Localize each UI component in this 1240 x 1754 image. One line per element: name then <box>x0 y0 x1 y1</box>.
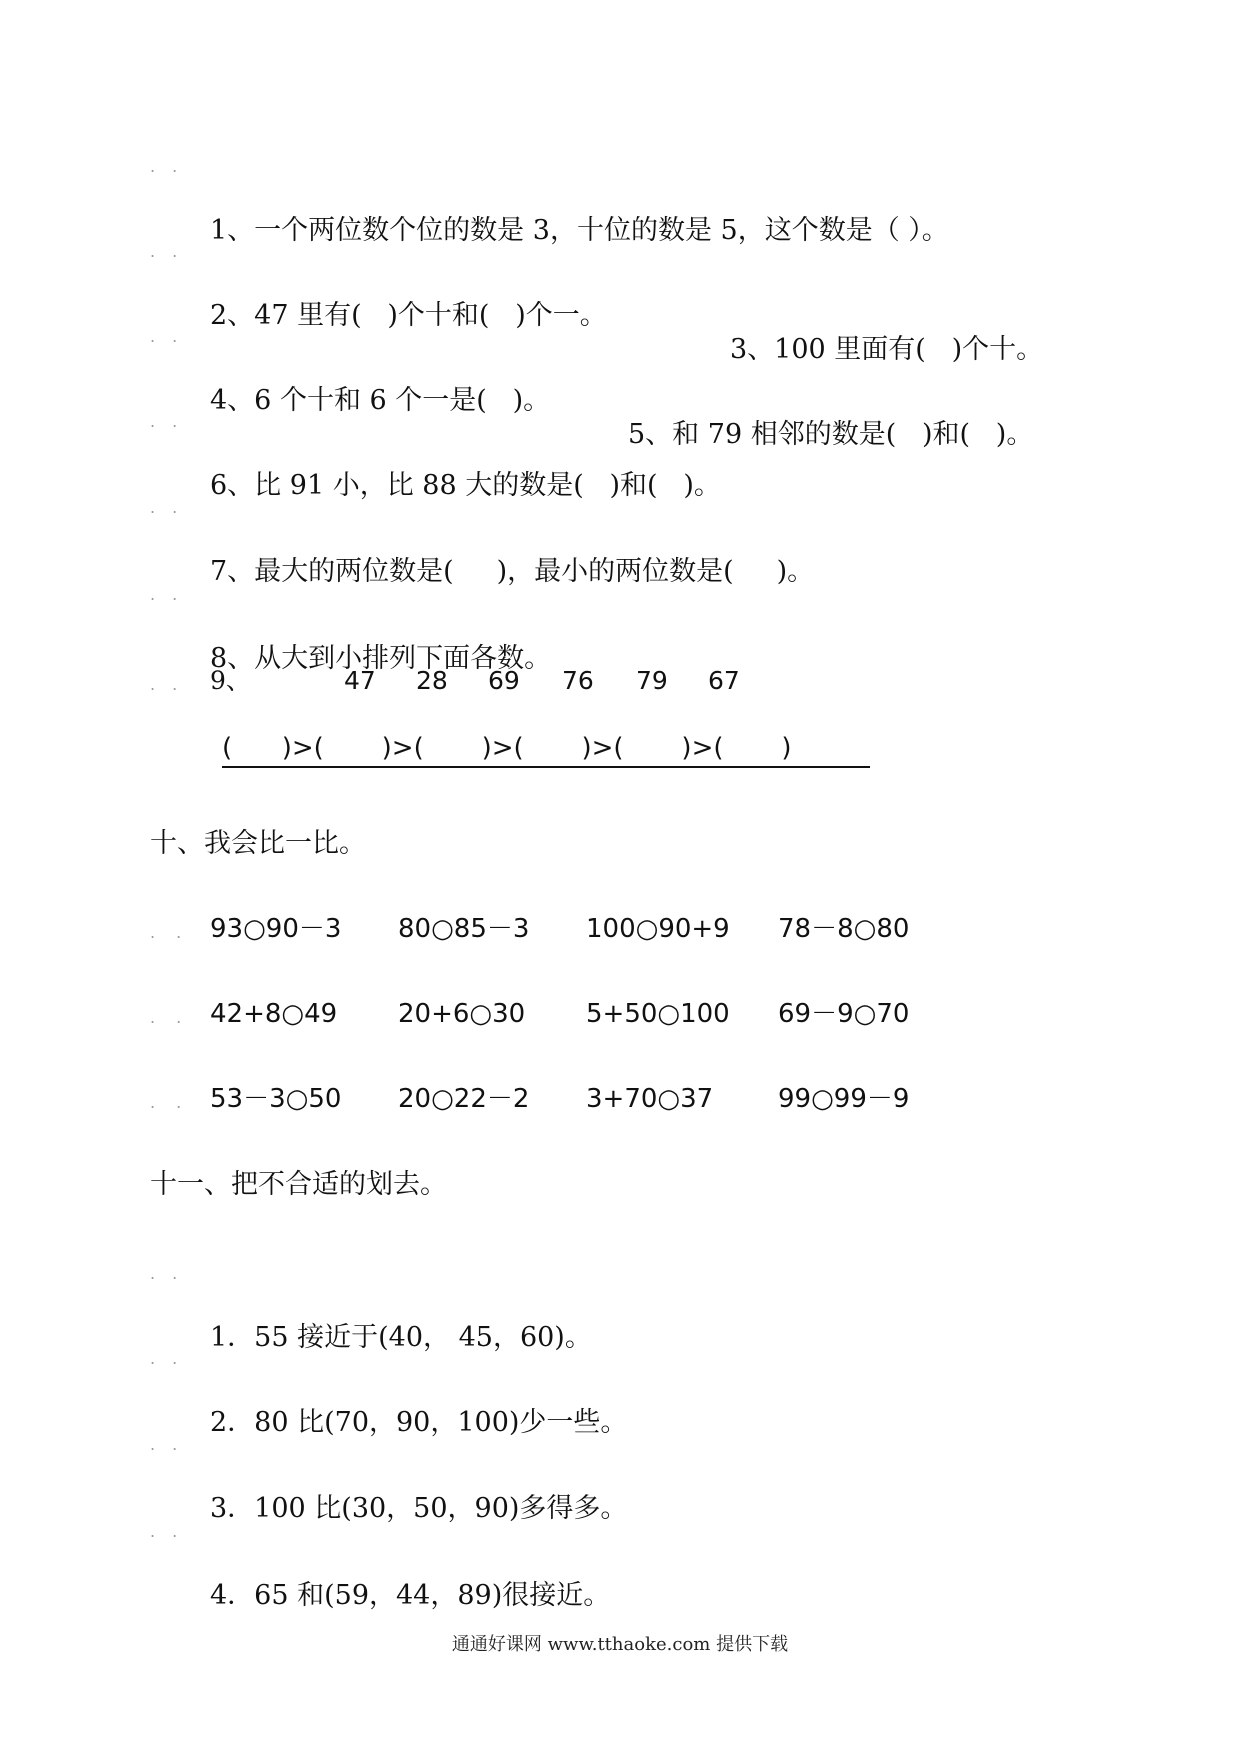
q9-answer-blanks[interactable]: ( )>( )>( )>( )>( )>( ) <box>222 730 870 768</box>
compare-item[interactable]: 42+8○49 <box>210 999 338 1029</box>
compare-item[interactable]: 69－9○70 <box>778 999 910 1029</box>
section-11-item-text: 2．80 比(70，90，100)少一些。 <box>210 1407 628 1438</box>
question-1-text: 1、一个两位数个位的数是 3，十位的数是 5，这个数是（ ）。 <box>210 215 949 246</box>
question-9-label: 9、 <box>210 666 251 695</box>
question-1: . . 1、一个两位数个位的数是 3，十位的数是 5，这个数是（ ）。 <box>150 157 949 246</box>
question-8: . . 8、从大到小排列下面各数。 <box>150 585 552 674</box>
compare-item[interactable]: 20+6○30 <box>398 999 526 1029</box>
section-11-item-text: 3．100 比(30，50，90)多得多。 <box>210 1493 628 1524</box>
q9-number: 28 <box>416 666 448 695</box>
question-5-text: 5、和 79 相邻的数是( )和( )。 <box>628 419 1034 450</box>
question-2-3: . . 2、47 里有( )个十和( )个一。 3、100 里面有( )个十。 <box>150 242 1044 365</box>
question-6: . . 6、比 91 小，比 88 大的数是( )和( )。 <box>150 412 721 501</box>
q9-number: 47 <box>344 666 376 695</box>
compare-row: . . 42+8○49 20+6○30 5+50○100 69－9○70 <box>150 999 910 1029</box>
question-7-text: 7、最大的两位数是( )，最小的两位数是( )。 <box>210 556 815 587</box>
compare-item[interactable]: 5+50○100 <box>586 999 730 1029</box>
question-3-text: 3、100 里面有( )个十。 <box>730 334 1044 365</box>
section-11-item: . . 2．80 比(70，90，100)少一些。 <box>150 1349 628 1438</box>
compare-item[interactable]: 20○22－2 <box>398 1084 530 1114</box>
question-4-5: . . 4、6 个十和 6 个一是( )。 5、和 79 相邻的数是( )和( )。 <box>150 327 1034 450</box>
compare-item[interactable]: 93○90－3 <box>210 914 342 944</box>
compare-item[interactable]: 53－3○50 <box>210 1084 342 1114</box>
question-4-text: 4、6 个十和 6 个一是( )。 <box>210 385 551 416</box>
compare-item[interactable]: 100○90+9 <box>586 914 730 944</box>
section-11-item: . . 3．100 比(30，50，90)多得多。 <box>150 1435 628 1524</box>
compare-item[interactable]: 3+70○37 <box>586 1084 714 1114</box>
section-11-item: . . 4．65 和(59，44，89)很接近。 <box>150 1522 611 1611</box>
section-11-item-text: 1．55 接近于(40， 45，60)。 <box>210 1322 592 1353</box>
q9-number: 79 <box>636 666 668 695</box>
section-11-item-text: 4．65 和(59，44，89)很接近。 <box>210 1580 611 1611</box>
section-11-title: 十一、把不合适的划去。 <box>150 1169 447 1200</box>
question-6-text: 6、比 91 小，比 88 大的数是( )和( )。 <box>210 470 721 501</box>
compare-item[interactable]: 78－8○80 <box>778 914 910 944</box>
compare-item[interactable]: 80○85－3 <box>398 914 530 944</box>
section-11-item: . . 1．55 接近于(40， 45，60)。 <box>150 1264 592 1353</box>
compare-row: . . 53－3○50 20○22－2 3+70○37 99○99－9 <box>150 1084 910 1114</box>
question-9: . . 9、 47 28 69 76 79 67 <box>0 664 1240 698</box>
question-8-text: 8、从大到小排列下面各数。 <box>210 643 552 674</box>
q9-number: 67 <box>708 666 740 695</box>
question-2-text: 2、47 里有( )个十和( )个一。 <box>210 300 607 331</box>
compare-item[interactable]: 99○99－9 <box>778 1084 910 1114</box>
section-10-title: 十、我会比一比。 <box>150 828 366 859</box>
q9-number: 69 <box>488 666 520 695</box>
q9-number: 76 <box>562 666 594 695</box>
question-7: . . 7、最大的两位数是( )，最小的两位数是( )。 <box>150 498 815 587</box>
compare-row: . . 93○90－3 80○85－3 100○90+9 78－8○80 <box>150 914 910 944</box>
page-footer: 通通好课网 www.tthaoke.com 提供下载 <box>451 1634 789 1655</box>
